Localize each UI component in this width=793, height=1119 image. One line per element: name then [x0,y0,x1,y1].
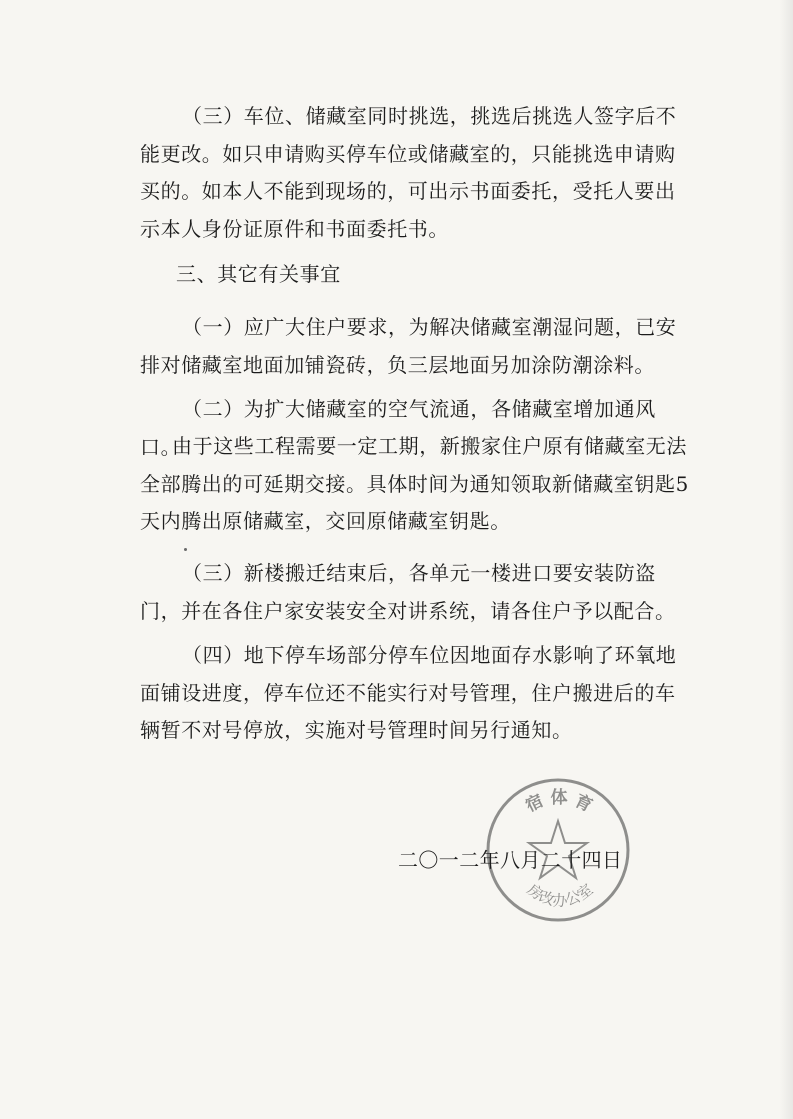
paragraph-selection-rules: （三）车位、储藏室同时挑选，挑选后挑选人签字后不能更改。如只申请购买停车位或储藏室的，只能挑选申请购买的。如本人不能到现场的，可出示书面委托，受托人要出示本人身份证原件和书面委托书。 [140,104,677,241]
paragraph-parking: （四）地下停车场部分停车位因地面存水影响了环氧地面铺设进度，停车位还不能实行对号管理，住户搬进后的车辆暂不对号停放，实施对号管理时间另行通知。 [140,643,677,742]
page-edge-shadow [779,0,793,1119]
section-heading-other-matters: 三、其它有关事宜 [176,262,341,286]
seal-top-text: 宿 体 育 [522,788,596,817]
svg-text:宿 体 育 [522,787,596,816]
svg-text:房改办公室 [524,880,597,909]
document-date: 二〇一二年八月二十四日 [398,848,623,872]
paragraph-ventilation: （二）为扩大储藏室的空气流通，各储藏室增加通风口。 [140,397,656,459]
seal-bottom-text: 房改办公室 [523,880,597,910]
paragraph-tiles: （一）应广大住户要求，为解决储藏室潮湿问题，已安排对储藏室地面加铺瓷砖，负三层地面另加涂防潮涂料。 [140,315,677,377]
paragraph-handover: 由于这些工程需要一定工期，新搬家住户原有储藏室无法全部腾出的可延期交接。具体时间为通知领取新储藏室钥匙5天内腾出原储藏室，交回原储藏室钥匙。 [140,434,689,533]
scan-speck [184,548,187,551]
paragraph-security-door: （三）新楼搬迁结束后，各单元一楼进口要安装防盗门，并在各住户家安装安全对讲系统，请各住户予以配合。 [140,561,676,623]
